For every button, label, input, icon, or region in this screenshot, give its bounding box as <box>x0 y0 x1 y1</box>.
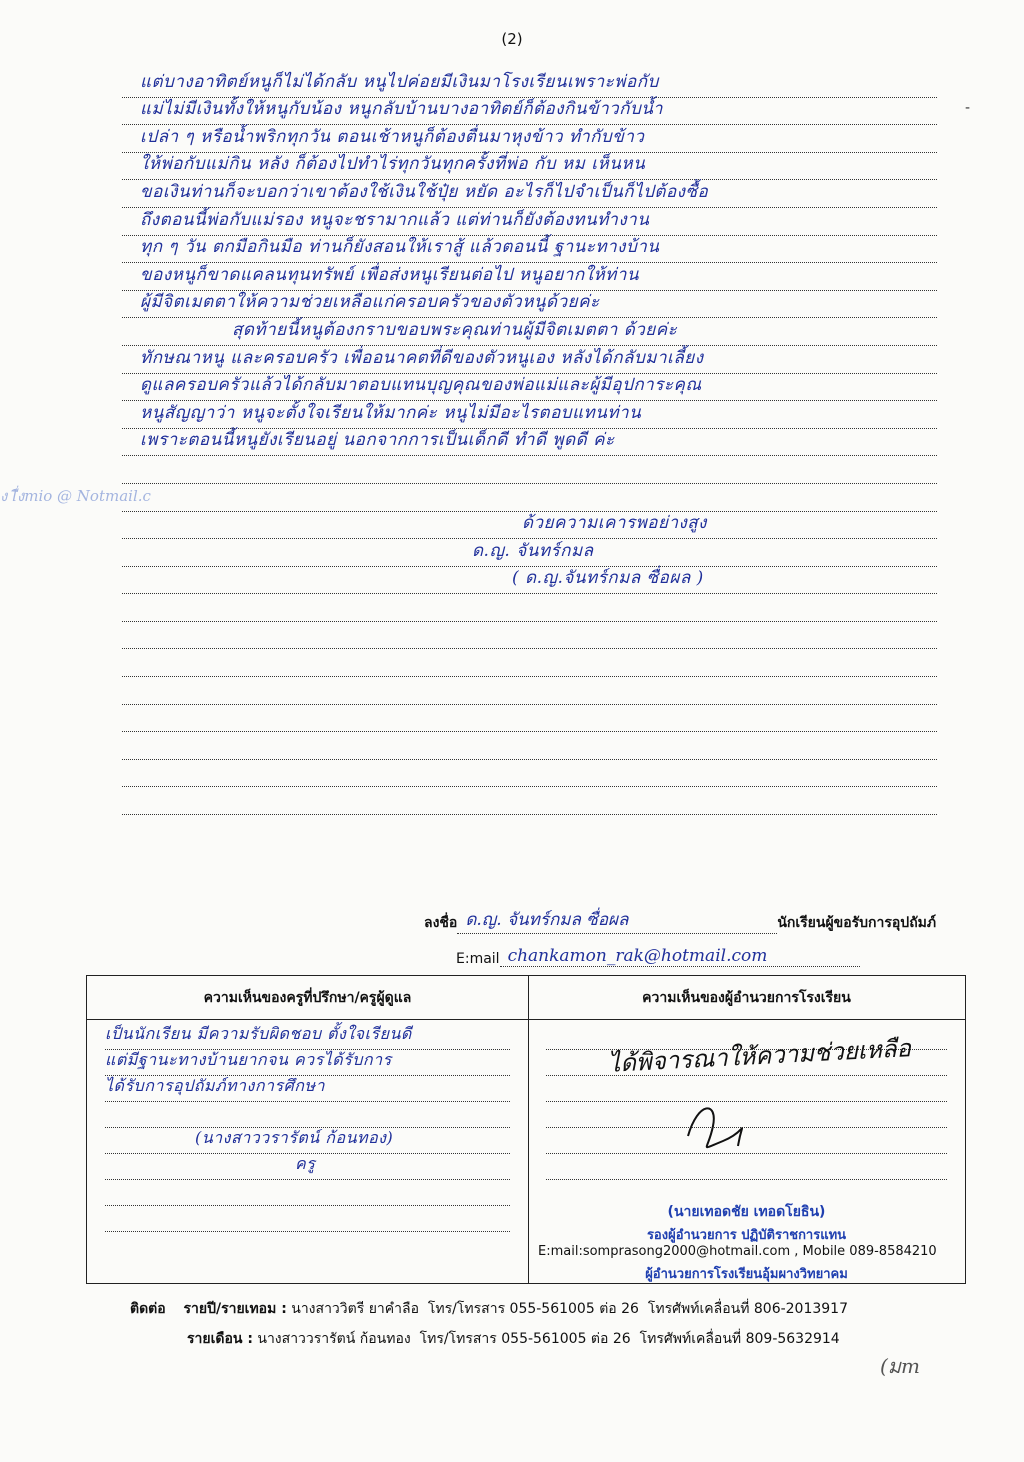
contact-type: รายปี/รายเทอม : <box>183 1301 287 1317</box>
contact-name: นางสาววิตรี ยาคำลือ <box>291 1301 419 1317</box>
letter-line <box>122 567 937 595</box>
signature-row <box>424 912 936 934</box>
teacher-opinion-header: ความเห็นของครูที่ปรึกษา/ครูผู้ดูแล <box>87 976 528 1020</box>
contact-row <box>187 1328 840 1350</box>
letter-text: ของหนูก็ขาดแคลนทุนทรัพย์ เพื่อส่งหนูเรียนต่อไป หนูอยากให้ท่าน <box>140 264 640 285</box>
letter-text: หนูสัญญาว่า หนูจะตั้งใจเรียนให้มากค่ะ หนูไม่มีอะไรตอบแทนท่าน <box>140 402 642 423</box>
letter-text: สุดท้ายนี้หนูต้องกราบขอบพระคุณท่านผู้มีจิตเมตตา ด้วยค่ะ <box>232 319 678 340</box>
student-signature: ด.ญ. จันทร์กมล <box>472 540 594 561</box>
letter-line <box>122 705 937 733</box>
letter-line <box>122 236 937 264</box>
teacher-name: (นางสาววรารัตน์ ก้อนทอง) <box>195 1128 394 1147</box>
teacher-opinion-line <box>105 1154 510 1180</box>
letter-text: เพราะตอนนี้หนูยังเรียนอยู่ นอกจากการเป็นเด็กดี ทำดี พูดดี ค่ะ <box>140 430 615 451</box>
letter-line <box>122 70 937 98</box>
letter-text: ทักษณาหนู และครอบครัว เพื่ออนาคตที่ดีของตัวหนูเอง หลังได้กลับมาเลี้ยง <box>140 347 704 368</box>
teacher-title: ครู <box>295 1154 316 1173</box>
letter-line <box>122 649 937 677</box>
letter-text: แต่บางอาทิตย์หนูก็ไม่ได้กลับ หนูไปค่อยมีเงินมาโรงเรียนเพราะพ่อกับ <box>140 71 659 92</box>
letter-line <box>122 429 937 457</box>
contact-mobile: โทรศัพท์เคลื่อนที่ 806-2013917 <box>647 1301 848 1317</box>
letter-text: ให้พ่อกับแม่กิน หลัง ก็ต้องไปทำไร่ทุกวันทุกครั้งที่พ่อ กับ หม เห็นหน <box>140 154 646 175</box>
letter-line <box>122 346 937 374</box>
letter-line <box>122 153 937 181</box>
letter-line <box>122 622 937 650</box>
email-field <box>500 948 860 967</box>
email-row <box>456 948 860 967</box>
teacher-opinion-column <box>87 976 529 1283</box>
letter-text: ทุก ๆ วัน ตกมือกินมือ ท่านก็ยังสอนให้เราสู้ แล้วตอนนี้ ฐานะทางบ้าน <box>140 237 660 258</box>
director-school-title: ผู้อำนวยการโรงเรียนอุ้มผางวิทยาคม <box>645 1267 848 1282</box>
letter-line <box>122 98 937 126</box>
teacher-opinion-line <box>105 1128 510 1154</box>
teacher-opinion-text: ได้รับการอุปถัมภ์ทางการศึกษา <box>105 1076 325 1095</box>
opinion-table <box>86 975 966 1284</box>
letter-line <box>122 512 937 540</box>
letter-line <box>122 291 937 319</box>
letter-line <box>122 374 937 402</box>
director-title: รองผู้อำนวยการ ปฏิบัติราชการแทน <box>646 1228 847 1243</box>
director-signature-mark <box>678 1096 748 1156</box>
letter-line <box>122 484 937 512</box>
bleed-through-text: ง lื่งmio @ Notmail.c <box>0 487 151 505</box>
director-signature: ได้พิจารณาให้ความช่วยเหลือ <box>607 1034 912 1078</box>
letter-text: ดูแลครอบครัวแล้วได้กลับมาตอบแทนบุญคุณของพ่อแม่และผู้มีอุปการะคุณ <box>140 375 702 396</box>
contact-label: ติดต่อ <box>130 1301 166 1317</box>
corner-mark: - <box>965 100 971 116</box>
teacher-opinion-line <box>105 1180 510 1206</box>
letter-line <box>122 456 937 484</box>
letter-text: ผู้มีจิตเมตตาให้ความช่วยเหลือแก่ครอบครัวของตัวหนูด้วยค่ะ <box>140 292 600 313</box>
teacher-opinion-line <box>105 1102 510 1128</box>
letter-text: เปล่า ๆ หรือน้ำพริกทุกวัน ตอนเช้าหนูก็ต้องตื่นมาหุงข้าว ทำกับข้าว <box>140 126 645 147</box>
letter-line <box>122 401 937 429</box>
signature-field <box>457 910 777 934</box>
closing-text: ด้วยความเคารพอย่างสูง <box>522 513 707 534</box>
contact-row <box>130 1298 848 1320</box>
email-label: E:mail <box>456 951 500 967</box>
director-contact: E:mail:somprasong2000@hotmail.com , Mobile 089-8584210 <box>538 1244 937 1259</box>
teacher-opinion-line <box>105 1206 510 1232</box>
director-opinion-header: ความเห็นของผู้อำนวยการโรงเรียน <box>528 976 965 1020</box>
letter-text: ถึงตอนนี้พ่อกับแม่รอง หนูจะชรามากแล้ว แต่ท่านก็ยังต้องทนทำงาน <box>140 209 650 230</box>
director-name: (นายเทอดชัย เทอดโยธิน) <box>667 1204 826 1220</box>
signature-prefix: ลงชื่อ <box>424 915 458 931</box>
letter-line <box>122 208 937 236</box>
teacher-opinion-text: แต่มีฐานะทางบ้านยากจน ควรได้รับการ <box>105 1050 392 1069</box>
letter-line <box>122 318 937 346</box>
contact-type: รายเดือน : <box>187 1331 253 1347</box>
signature-handwriting: ด.ญ. จันทร์กมล ซื่อผล <box>465 910 629 930</box>
letter-text: ขอเงินท่านก็จะบอกว่าเขาต้องใช้เงินใช้ปุ๋ย หยัด อะไรก็ไปจำเป็นก็ไปต้องซื้อ <box>140 181 709 202</box>
teacher-opinion-line <box>105 1076 510 1102</box>
letter-line <box>122 263 937 291</box>
contact-mobile: โทรศัพท์เคลื่อนที่ 809-5632914 <box>639 1331 840 1347</box>
letter-body <box>122 70 937 815</box>
contact-fax: โทร/โทรสาร 055-561005 ต่อ 26 <box>419 1331 631 1347</box>
letter-line <box>122 760 937 788</box>
contact-fax: โทร/โทรสาร 055-561005 ต่อ 26 <box>427 1301 639 1317</box>
teacher-opinion-text: เป็นนักเรียน มีความรับผิดชอบ ตั้งใจเรียนดี <box>105 1024 412 1043</box>
letter-text: แม่ไม่มีเงินทั้งให้หนูกับน้อง หนูกลับบ้านบางอาทิตย์ก็ต้องกินข้าวกับน้ำ <box>140 99 663 120</box>
teacher-opinion-line <box>105 1024 510 1050</box>
director-opinion-line <box>546 1154 947 1180</box>
letter-line <box>122 787 937 815</box>
letter-line <box>122 677 937 705</box>
student-name: ( ด.ญ.จันทร์กมล ซื่อผล ) <box>512 568 704 589</box>
page-number: (2) <box>501 30 523 48</box>
letter-line <box>122 594 937 622</box>
handwritten-mark: (มm <box>880 1354 920 1378</box>
contact-name: นางสาววรารัตน์ ก้อนทอง <box>257 1331 411 1347</box>
letter-line <box>122 732 937 760</box>
letter-line <box>122 539 937 567</box>
director-opinion-column <box>528 976 965 1283</box>
email-handwriting: chankamon_rak@hotmail.com <box>507 946 768 966</box>
letter-line <box>122 125 937 153</box>
signature-suffix: นักเรียนผู้ขอรับการอุปถัมภ์ <box>777 915 937 931</box>
letter-line <box>122 180 937 208</box>
teacher-opinion-line <box>105 1050 510 1076</box>
